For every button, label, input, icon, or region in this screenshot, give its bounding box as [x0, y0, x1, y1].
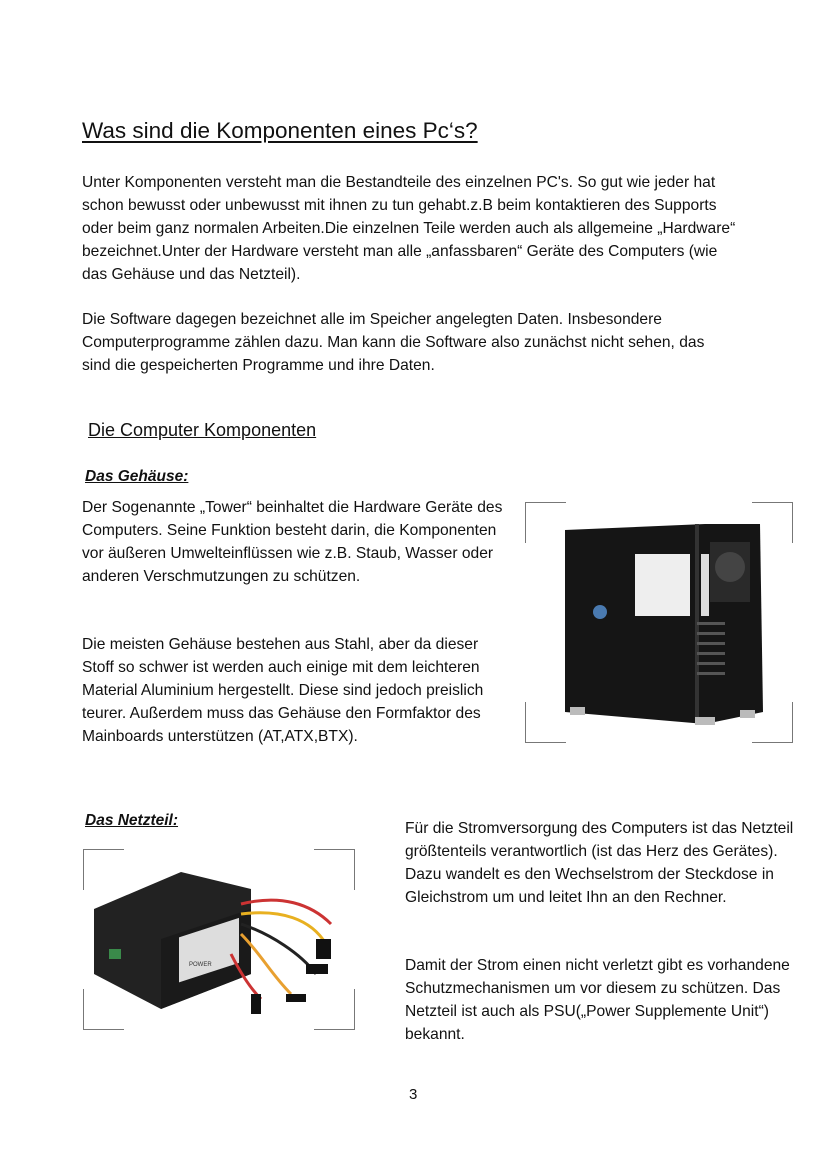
psu-image [91, 864, 346, 1019]
gehaeuse-paragraph-1: Der Sogenannte „Tower“ beinhaltet die Hardware Geräte des Computers. Seine Funktion besteht darin, die Komponenten vor äußeren Umwelteinflüssen wie z.B. Staub, Wasser oder anderen Verschmutzungen zu schützen. [82, 499, 503, 585]
intro-paragraph-2: Die Software dagegen bezeichnet alle im Speicher angelegten Daten. Insbesondere Computerprogramme zählen dazu. Man kann die Software also zunächst nicht sehen, das sind die gespeicherten Programme und ihre Daten. [82, 311, 705, 374]
psu-image-frame [83, 849, 355, 1030]
section-title: Die Computer Komponenten [88, 420, 317, 440]
netzteil-paragraph-2: Damit der Strom einen nicht verletzt gibt es vorhandene Schutzmechanismen um vor diesem zu schützen. Das Netzteil ist auch als PSU(„Power Supplemente Unit“) bekannt. [405, 957, 790, 1043]
intro-paragraph-1: Unter Komponenten versteht man die Bestandteile des einzelnen PC's. So gut wie jeder hat schon bewusst oder unbewusst mit ihnen zu tun gehabt.z.B beim kontaktieren des Supports oder beim ganz normalen Arbeiten.Die einzelnen Teile werden auch als allgemeine „Hardware“ bezeichnet.Unter der Hardware versteht man alle „anfassbaren“ Geräte des Computers (wie das Gehäuse und das Netzteil). [82, 174, 736, 283]
page-number: 3 [409, 1086, 418, 1103]
page-title: Was sind die Komponenten eines Pc‘s? [82, 118, 478, 143]
netzteil-paragraph-1: Für die Stromversorgung des Computers ist das Netzteil größtenteils verantwortlich (ist das Herz des Gerätes). Dazu wandelt es den Wechselstrom der Steckdose in Gleichstrom um und leitet Ihn an den Rechner. [405, 820, 794, 906]
case-image-frame [525, 502, 793, 743]
netzteil-heading: Das Netzteil: [85, 812, 179, 829]
gehaeuse-heading: Das Gehäuse: [85, 468, 189, 485]
pc-case-image [545, 512, 775, 732]
psu-label: POWER [189, 962, 212, 968]
gehaeuse-paragraph-2: Die meisten Gehäuse bestehen aus Stahl, aber da dieser Stoff so schwer ist werden auch einige mit dem leichteren Material Aluminium hergestellt. Diese sind jedoch preislich teurer. Außerdem muss das Gehäuse den Formfaktor des Mainboards unterstützen (AT,ATX,BTX). [82, 636, 484, 745]
